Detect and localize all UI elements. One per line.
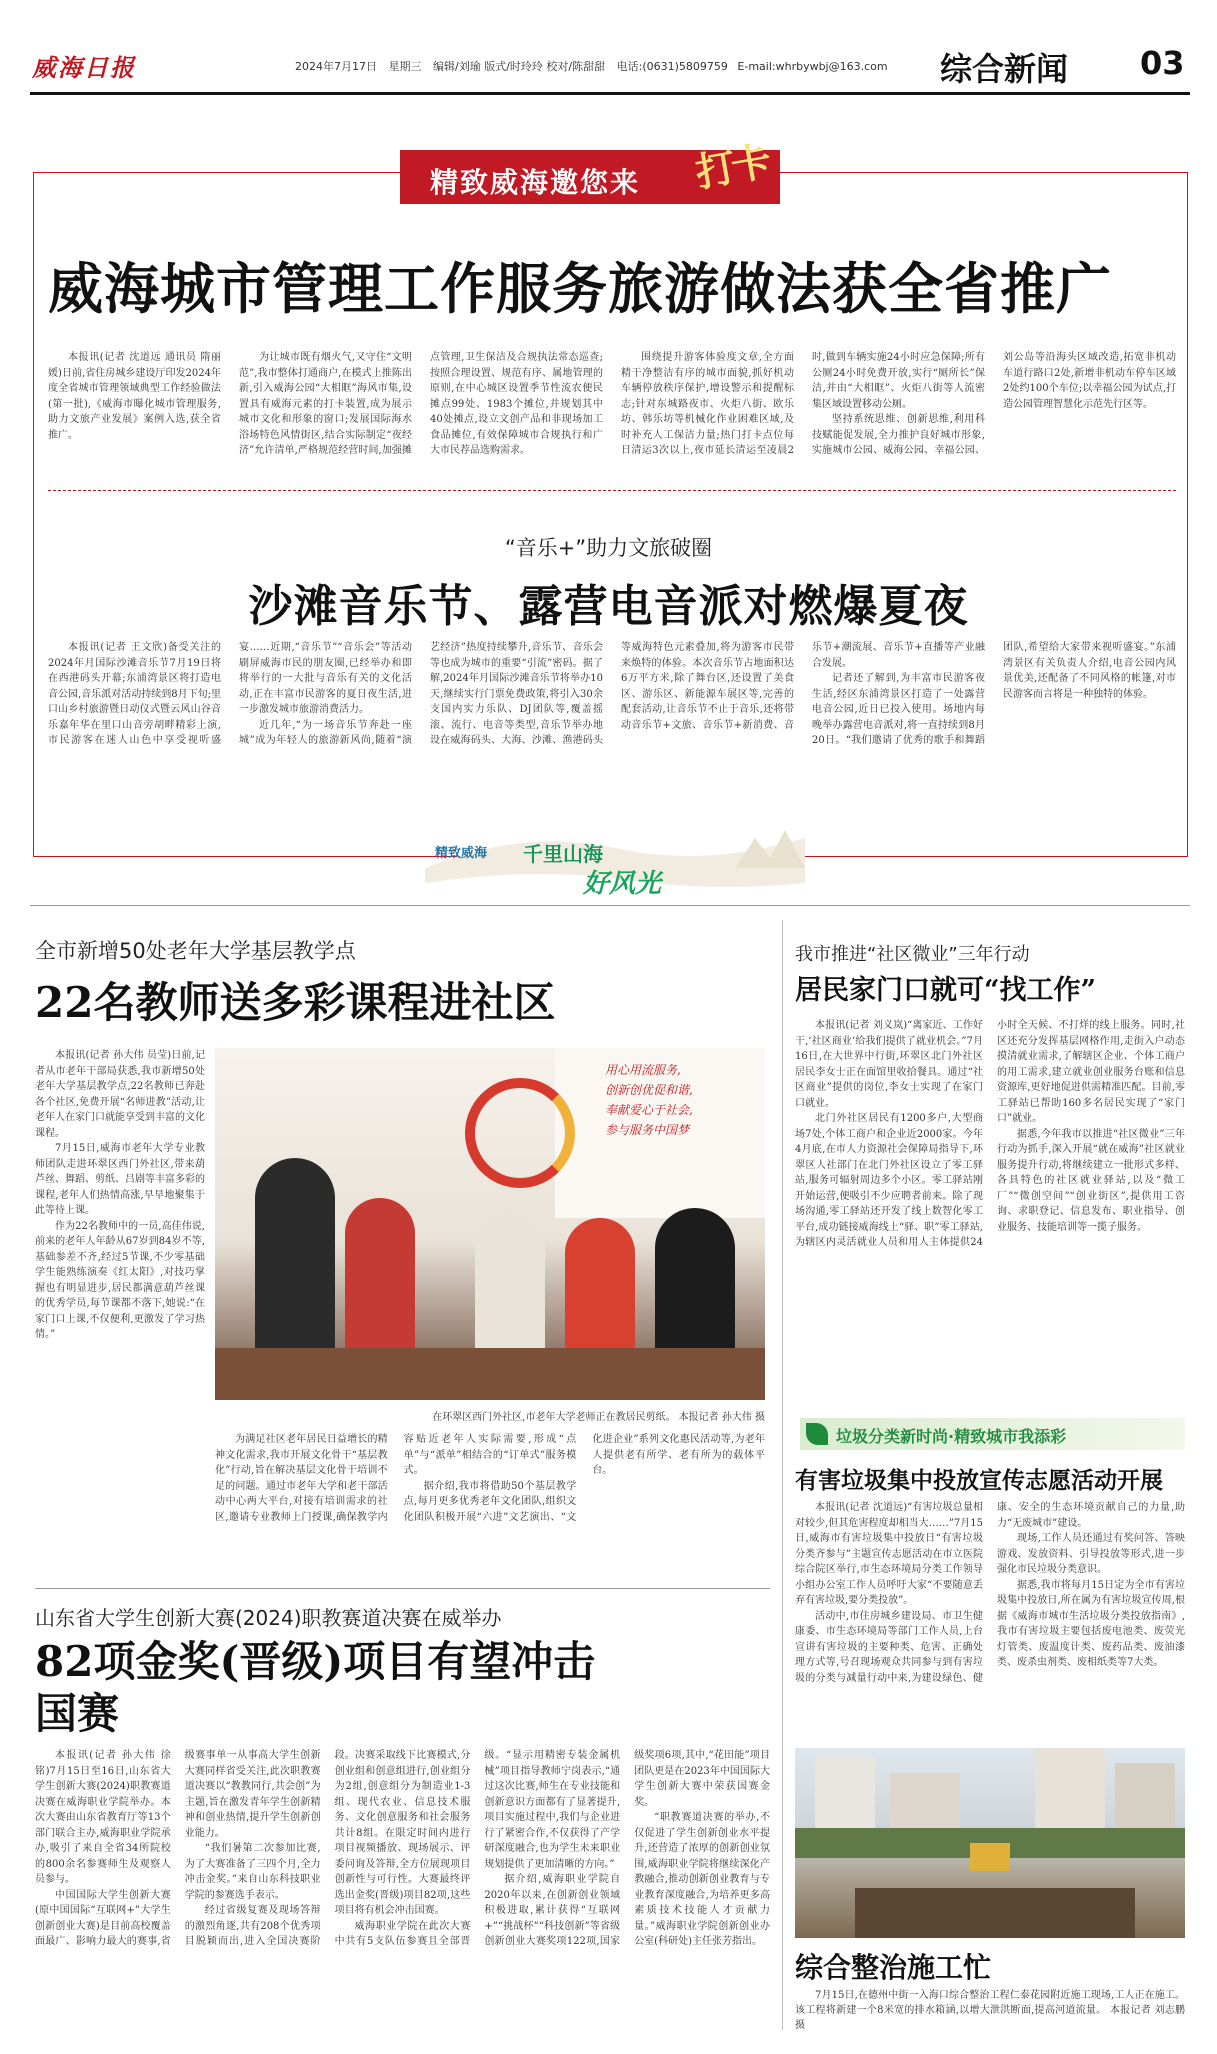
issue-info [295,58,888,74]
photo-excavator [970,1843,1010,1871]
jobs-paragraph: 本报讯(记者 刘义岚)“离家近、工作好干,‘社区商业’给我们提供了就业机会。”7月16日,在大世界中行街,环翠区北门外社区居民李女士正在面馆里收拾餐具。通过“社区商业”提供的岗位,李女士实现了在家门口就业。 [795,1020,983,1109]
photo-table [215,1348,765,1400]
jobs-paragraph: 北门外社区居民有1200多户,大型商场7处,个体工商户和企业近2000家。今年4月底,在市人力资源社会保障局指导下,环翠区人社部门在北门外社区设立了零工驿站,服务可辐射周边多个小区。零工驿站刚开始运营,便吸引不少应聘者前来。除了现场沟通,零工驿站还开发了线上数智化零工平台,成功链接威海线上“驿、职”零工驿站,为辖区内灵活就业人员和用人主体提供24小时全天候、不打烊的线上服务。同时,社区还充分发挥基层网格作用,走街入户动态摸清就业需求,了解辖区企业、个体工商户的用工需求,建立就业创业服务台账和信息资源库,更好地促进供需精准匹配。目前,零工驿站已帮助160多名居民实现了“家门口”就业。 [795,1020,1185,1248]
masthead [30,42,1190,92]
lead-paragraph: 为让城市既有烟火气,又守住“文明范”,我市整体打通商户,在模式上推陈出新,引入威海公园“大相眶”海风市集,设置具有威海元素的打卡装置,成为展示城市文化和形象的窗口;发展国际海水浴场特色风情街区,结合实际制定“夜经济”允许清单,严格规范经营时间,加强摊点管理,卫生保洁及合规执法常态巡查;按照合理设置、规范有序、属地管理的原则,在中心城区设置季节性流农便民摊点99处、1983个摊位,并规划其中40处摊点,设立文创产品和非现场加工食品摊位,有效保障城市合规执行和广大市民荐品选购需求。 [239,352,603,456]
issue-editors: 编辑/刘瑜 版式/时玲玲 校对/陈甜甜 [433,60,606,73]
music-headline: 沙滩音乐节、露营电音派对燃爆夏夜 [248,581,969,632]
trash-banner [800,1418,1185,1450]
section-name: 综合新闻 [940,50,1069,88]
teachers-headline: 22名教师送多彩课程进社区 [35,978,556,1027]
construction-photo [795,1748,1185,1938]
newspaper-logo: 威海日报 [32,53,136,82]
issue-date: 2024年7月17日 [295,60,377,73]
divider [35,1588,770,1589]
teachers-photo [215,1048,765,1400]
music-paragraph: 近几年,“为一场音乐节奔赴一座城”成为年轻人的旅游新风尚,随着“演艺经济”热度持续攀升,音乐节、音乐会等也成为城市的重要“引流”密码。据了解,2024年月国际沙滩音乐节将举办10天,继续实行门票免费政策,将引入30余支国内实力乐队、DJ团队等,覆盖摇滚、流行、电音等类型,音乐节举办地设在威海码头、大海、沙滩、渔港码头等威海特色元素叠加,将为游客市民带来焕特的体验。本次音乐节占地面积达6万平方米,除了舞台区,还设置了美食区、游乐区、新能源车展区等,完善的配套活动,让音乐节不止于音乐,还将带动音乐节+文旅、音乐节+新消费、音乐节+潮流展、音乐节+直播等产业融合发展。 [239,642,985,746]
divider [48,490,1176,491]
mid-banner-subtitle: 好风光 [583,869,662,899]
trash-body [795,1500,1185,1738]
photo-slogan-line: 奉献爱心于社会, [605,1103,693,1117]
gold-headline: 82项金奖(晋级)项目有望冲击国赛 [35,1637,596,1738]
teachers-body-bottom [215,1432,765,1577]
trash-paragraph: 活动中,市住房城乡建设局、市卫生健康委、市生态环境局等部门工作人员,上台宣讲有害垃圾的主要种类、危害、正确处理方式等,号召现场观众共同参与到有害垃圾的分类与减量行动中来,为建设绿色、健康、安全的生态环境贡献自己的力量,助力“无废城市”建设。 [795,1502,1185,1684]
gold-paragraph: “职教赛道决赛的举办,不仅促进了学生创新创业水平提升,还营造了浓厚的创新创业氛围,威海职业学院将继续深化产教融合,推动创新创业教育与专业教育深度融合,为培养更多高素质技术技能人才贡献力量。”威海职业学院创新创业办公室(科研处)主任张芳指出。 [634,1812,770,1947]
gold-body [35,1748,770,2036]
photo-circle [465,1078,575,1188]
leaf-icon [806,1423,828,1445]
jobs-body [795,1018,1185,1403]
lead-headline: 威海城市管理工作服务旅游做法获全省推广 [48,256,1113,321]
music-kicker: “音乐+”助力文旅破圈 [504,536,713,560]
photo-pit [855,1888,1135,1938]
gold-paragraph: 本报讯(记者 孙大伟 徐铭)7月15日至16日,山东省大学生创新大赛(2024)职教赛道决赛在威海职业学院举办。本次大赛由山东省教育厅等13个部门联合主办,威海职业学院承办,吸引了来自全省34所院校的800余名参赛师生及观察人员参与。 [35,1750,171,1885]
trash-paragraph: 本报讯(记者 沈道远)“有害垃圾总量相对较少,但其危害程度却相当大……”7月15日,威海市有害垃圾集中投放日“有害垃圾 分类齐参与”主题宣传志愿活动在市立医院综合院区举行,市生态环境局分类工作领导小组办公室工作人员呼吁大家“不要随意丢弃有害垃圾,要分类投放”。 [795,1502,983,1606]
lead-paragraph: 本报讯(记者 沈道远 通讯员 隋丽媛)日前,省住房城乡建设厅印发2024年度全省城市管理领域典型工作经验做法(第一批),《威海市曝化城市管理服务,助力文旅产业发展》案例入选,获全省推广。 [48,352,221,441]
gold-paragraph: 威海职业学院在此次大赛中共有5支队伍参赛且全部晋级。“显示用精密专装金属机械”项目指导教师宁岗表示,“通过这次比赛,师生在专业技能和创新意识方面都有了显著提升,项目实施过程中,我们与企业进行了紧密合作,不仅获得了产学研深度融合,也为学生未来职业规划提供了更加清晰的方向。” [334,1750,621,1947]
lead-paragraph: 坚持系统思维、创新思维,利用科技赋能促发展,全力推护良好城市形象,实施城市公园、威海公园、幸福公园、刘公岛等沿海头区域改造,拓宽非机动车道行路口2处,新增非机动车停车区域2处约100个车位;以幸福公园为试点,打造公园管理智慧化示范先行区等。 [812,352,1176,456]
gold-paragraph: 经过省级复赛及现场答辩的激烈角逐,共有208个优秀项目脱颖而出,进入全国决赛阶段。决赛采取线下比赛模式,分创业组和创意组进行,创业组分为2组,创意组分为制造业1-3组、现代农业、信息技术服务、文化创意服务和社会服务共计8组。在限定时间内进行项目视频播放、现场展示、评委问询及答辩,全方位展现项目创新性与可行性。大赛最终评选出金奖(晋级)项目82项,这些项目将有机会冲击国赛。 [184,1750,471,1947]
issue-email: E-mail:whrbywbj@163.com [737,60,888,73]
jobs-kicker: 我市推进“社区微业”三年行动 [795,944,1030,965]
mid-banner [405,808,815,898]
trash-banner-text: 垃圾分类新时尚·精致城市我添彩 [836,1427,1067,1446]
teachers-paragraph: 作为22名教师中的一员,高佳伟说,前来的老年人年龄从67岁到84岁不等,基础参差不齐,经过5节课,不少零基础学生能熟练演奏《红太阳》,对技巧掌握也有明显进步,居民都满意葫芦丝课的优秀学员,每节课都不落下,她说:“在家门口上课,不仅便利,更激发了学习热情。” [35,1220,205,1340]
trash-paragraph: 现场,工作人员还通过有奖问答、答映游戏、发放资料、引导投放等形式,进一步强化市民垃圾分类意识。 [997,1533,1185,1575]
music-paragraph: 记者还了解到,为丰富市民游客夜生活,经区东浦湾景区打造了一处露营电音公园,近日已投入使用。场地内每晚举办露营电音派对,将一直持续到8月20日。“我们邀请了优秀的歌手和舞蹈团队,希望给大家带来视听盛宴。”东浦湾景区有关负责人介绍,电音公园内风景优美,还配备了不同风格的帐篷,对市民游客而言将是一种独特的体验。 [812,642,1176,746]
banner-text: 精致威海邀您来 [430,166,641,199]
teachers-paragraph: 为满足社区老年居民日益增长的精神文化需求,我市开展文化骨干“基层教化”行动,旨在解决基层文化骨干培训不足的问题。通过市老年大学和老干部活动中心两大平台,对接有培训需求的社区,邀请专业教师上门授课,确保教学内容贴近老年人实际需要,形成“点单”与“派单”相结合的“订单式”服务模式。 [215,1434,577,1523]
mid-banner-title: 千里山海 [523,842,603,866]
issue-weekday: 星期三 [388,60,422,73]
photo-slogan [605,1060,693,1140]
page-number: 03 [1140,44,1185,82]
renov-headline: 综合整治施工忙 [795,1951,992,1984]
trash-paragraph: 据悉,我市将每月15日定为全市有害垃圾集中投放日,所在属为有害垃圾宣传周,根据《威海市城市生活垃圾分类投放指南》,我市有害垃圾主要包括废电池类、废荧光灯管类、废温度计类、废药品类、废油漆类、废杀虫剂类、废相纸类等7大类。 [997,1579,1185,1668]
trash-headline: 有害垃圾集中投放宣传志愿活动开展 [795,1467,1163,1494]
header-rule [30,92,1190,95]
banner-accent: 打卡 [692,139,772,197]
jobs-paragraph: 据悉,今年我市以推进“社区微业”三年行动为抓手,深入开展“就在威海”社区就业服务提升行动,将继续建立一批形式多样、各具特色的社区就业驿站,以及“微工厂”“微创空间”“创业街区”,提供用工咨询、求职登记、信息发布、职业指导、创业服务、技能培训等一揽子服务。 [997,1128,1185,1233]
lead-paragraph: 围绕提升游客体验度文章,全方面精干净整洁有序的城市面貌,抓好机动车辆停放秩序保护,增设警示和提醒标志;针对东城路夜市、火炬八街、欧乐坊、韩乐坊等机械化作业困难区域,及时补充人工保洁力量;热门打卡点位每日清运3次以上,夜市延长清运至凌晨2时,做到车辆实施24小时应急保障;所有公厕24小时免费开放,实行“厕所长”保洁,并由“大相眶”、火炬八街等人流密集区域设置移动公厕。 [621,352,985,456]
teachers-paragraph: 据介绍,我市将借助50个基层教学点,每月更多优秀老年文化团队,组织文化团队积极开展“六进”文艺演出、“文化进企业”系列文化惠民活动等,为老年人提供老有所学、老有所为的载体平台。 [403,1434,765,1523]
banner [400,139,780,204]
column-rule [782,920,783,2030]
photo-slogan-line: 用心用流服务, [605,1063,681,1077]
music-body [48,640,1176,775]
teachers-body-left [35,1048,205,1578]
gold-paragraph: “我们暑第二次参加比赛,为了大赛准备了三四个月,全力冲击金奖。”来自山东科技职业学院的参赛选手表示。 [184,1843,321,1901]
teachers-paragraph: 7月15日,威海市老年大学专业教师团队走进环翠区西门外社区,带来葫芦丝、舞蹈、剪纸、吕剧等丰富多彩的课程,老年人们热情高涨,早早地聚集于此等待上课。 [35,1143,205,1216]
photo-slogan-line: 参与服务中国梦 [605,1123,690,1137]
teachers-kicker: 全市新增50处老年大学基层教学点 [35,939,356,963]
issue-phone: 电话:(0631)5809759 [616,60,728,73]
music-paragraph: 本报讯(记者 王文欣)备受关注的2024年月国际沙滩音乐节7月19日将在西港码头开幕;东浦湾景区将打造电音公园,音乐派对活动持续到8月下旬;里口山乡村旅游暨日动仪式暨云风山谷音乐嘉年华在里口山音旁胡畔精彩上演,市民游客在迷人山色中享受视听盛宴……近期,“音乐节”“音乐会”等活动刷屏威海市民的朋友圈,已经举办和即将举行的一大批与音乐有关的文化活动,正在丰富市民游客的夏日夜生活,进一步激发城市旅游消费活力。 [48,642,412,746]
photo-slogan-line: 创新创优促和谐, [605,1083,693,1097]
photo-caption: 在环翠区西门外社区,市老年大学老师正在教居民剪纸。 本报记者 孙大伟 摄 [432,1412,765,1423]
gold-paragraph: 据介绍,威海职业学院自2020年以来,在创新创业领域积极进取,累计获得“互联网+”“挑战杯”“科技创新”等省级创新创业大赛奖项122项,国家级奖项6项,其中,“花田能”项目团队更是在2023年中国国际大学生创新大赛中荣获国赛金奖。 [484,1750,770,1947]
renov-caption: 7月15日,在德州中街一入海口综合整治工程仁泰花园附近施工现场,工人正在施工。该工程将新建一个8米宽的排水箱涵,以增大泄洪断面,提高河道流量。 本报记者 刘志鹏 摄 [795,1990,1185,2031]
gold-kicker: 山东省大学生创新大赛(2024)职教赛道决赛在威举办 [35,1606,502,1630]
gold-paragraph: 中国国际大学生创新大赛(原中国国际“互联网+”大学生创新创业大赛)是目前高校覆盖面最广、影响力最大的赛事,省级赛事单一从事高大学生创新大赛同样省受关注,此次职教赛道决赛以“教教同行,共会创”为主题,旨在激发青年学生创新精神和创业热情,提升学生创新创业能力。 [35,1750,321,1947]
photo-logo-wall [555,1048,765,1218]
jobs-headline: 居民家门口就可“找工作” [795,975,1097,1006]
section-rule [30,905,1190,906]
mid-banner-logo: 精致威海 [435,846,488,861]
teachers-paragraph: 本报讯(记者 孙大伟 员莹)日前,记者从市老年干部局获悉,我市新增50处老年大学基层教学点,22名教师已奔赴各个社区,免费开展“名师进教”活动,让老年人在家门口就能享受到丰富的文化课程。 [35,1050,205,1139]
lead-body [48,350,1176,480]
